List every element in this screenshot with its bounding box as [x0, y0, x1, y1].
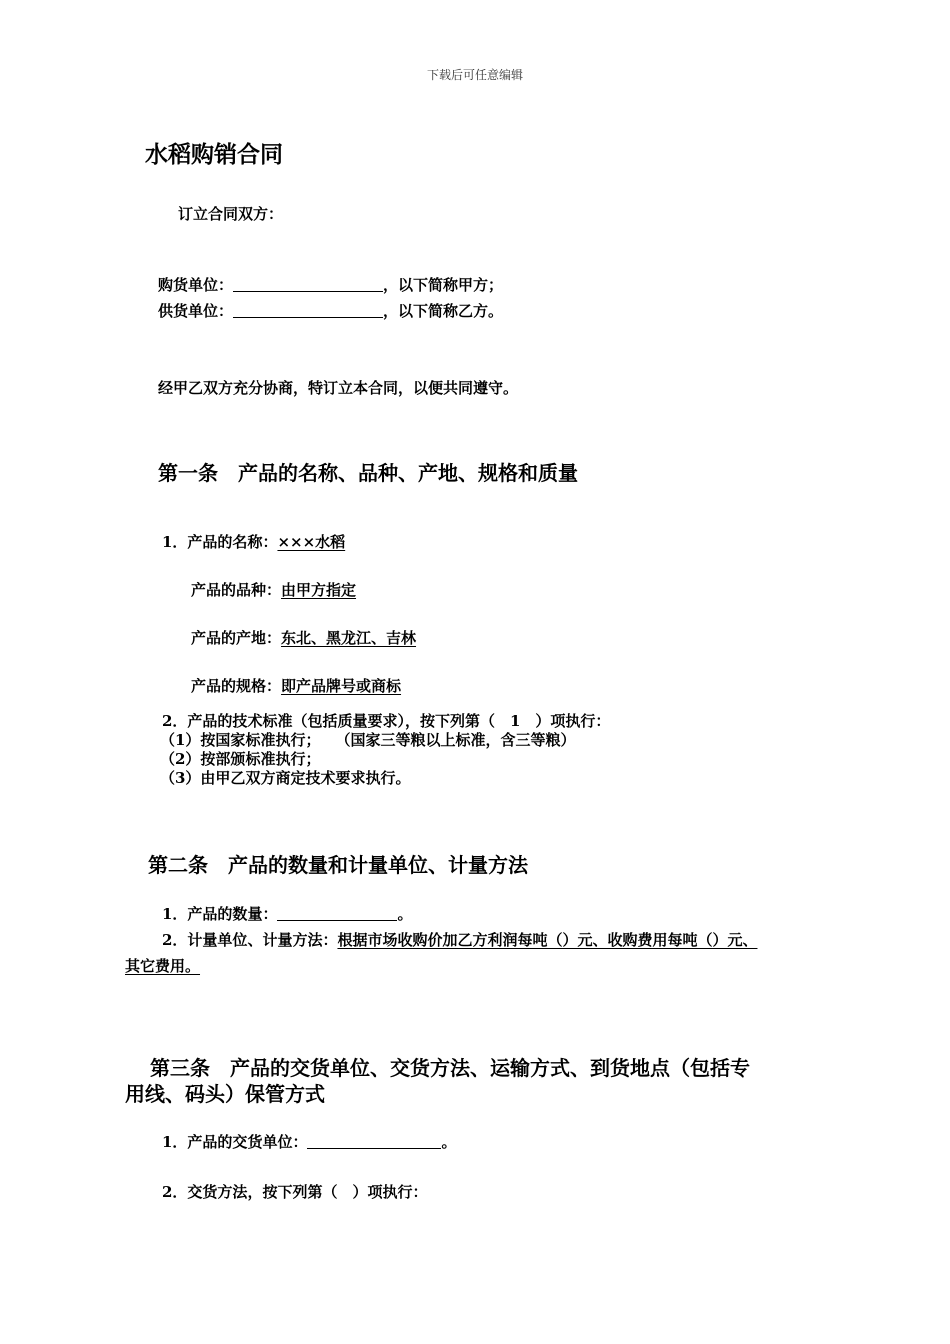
product-variety-line — [191, 579, 356, 600]
article3-title-line1: 第三条 产品的交货单位、交货方法、运输方式、到货地点（包括专 — [150, 1056, 750, 1080]
quantity-blank — [277, 906, 397, 921]
buyer-suffix: ，以下简称甲方； — [383, 276, 504, 294]
buyer-label: 购货单位： — [158, 276, 234, 294]
article3-title-line2: 用线、码头）保管方式 — [125, 1082, 325, 1106]
page-header: 下载后可任意编辑 — [426, 68, 523, 82]
delivery-unit-suffix: 。 — [441, 1133, 457, 1151]
delivery-unit-line — [162, 1131, 456, 1152]
buyer-line — [158, 274, 503, 295]
delivery-unit-label: 1．产品的交货单位： — [162, 1133, 308, 1151]
product-variety-label: 产品的品种： — [191, 581, 282, 599]
product-origin-line — [191, 627, 416, 648]
measurement-value-1: 根据市场收购价加乙方利润每吨（）元、收购费用每吨（）元、 — [337, 931, 758, 949]
article1-title: 第一条 产品的名称、品种、产地、规格和质量 — [158, 461, 578, 485]
product-name-value: ×××水稻 — [277, 533, 346, 551]
product-spec-value: 即产品牌号或商标 — [281, 677, 402, 695]
quantity-line — [162, 903, 412, 924]
product-name-line — [162, 531, 345, 552]
quantity-label: 1．产品的数量： — [162, 905, 278, 923]
product-spec-line — [191, 675, 401, 696]
delivery-method: 2．交货方法，按下列第（ ）项执行： — [162, 1183, 428, 1201]
supplier-suffix: ，以下简称乙方。 — [383, 302, 504, 320]
measurement-value-2: 其它费用。 — [125, 957, 201, 975]
standard-option-3: （3）由甲乙双方商定技术要求执行。 — [160, 769, 411, 787]
parties-intro: 订立合同双方： — [178, 205, 284, 223]
supplier-label: 供货单位： — [158, 302, 234, 320]
product-origin-label: 产品的产地： — [191, 629, 282, 647]
supplier-line — [158, 300, 503, 321]
agreement-text: 经甲乙双方充分协商，特订立本合同，以便共同遵守。 — [158, 379, 519, 397]
product-variety-value: 由甲方指定 — [281, 581, 357, 599]
contract-title: 水稻购销合同 — [145, 141, 283, 168]
measurement-line — [162, 929, 757, 950]
product-origin-value: 东北、黑龙江、吉林 — [281, 629, 417, 647]
standard-option-1: （1）按国家标准执行； （国家三等粮以上标准，含三等粮） — [160, 731, 576, 749]
product-name-label: 1．产品的名称： — [162, 533, 278, 551]
standard-option-2: （2）按部颁标准执行； — [160, 750, 321, 768]
product-spec-label: 产品的规格： — [191, 677, 282, 695]
article2-title: 第二条 产品的数量和计量单位、计量方法 — [148, 853, 528, 877]
measurement-continuation — [125, 955, 200, 976]
quantity-suffix: 。 — [397, 905, 413, 923]
technical-standard: 2．产品的技术标准（包括质量要求），按下列第（ 1 ）项执行： — [162, 712, 611, 730]
measurement-label: 2．计量单位、计量方法： — [162, 931, 338, 949]
buyer-blank — [233, 277, 383, 292]
supplier-blank — [233, 303, 383, 318]
delivery-unit-blank — [307, 1134, 441, 1149]
